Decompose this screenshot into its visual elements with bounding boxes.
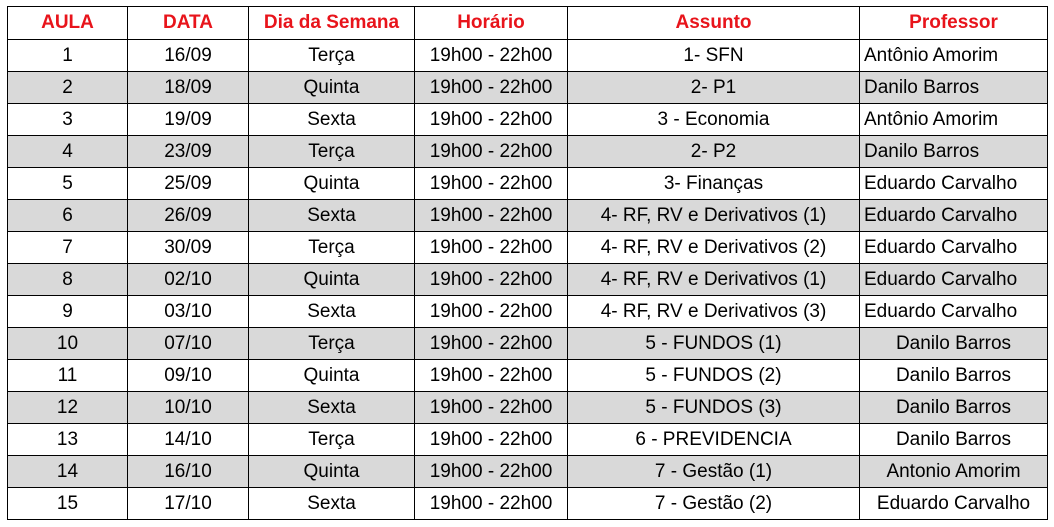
table-row <box>8 104 1048 136</box>
cell-aula: 14 <box>8 456 128 488</box>
table-row <box>8 200 1048 232</box>
cell-assunto: 3 - Economia <box>568 104 860 136</box>
cell-data: 07/10 <box>128 328 249 360</box>
cell-assunto: 3- Finanças <box>568 168 860 200</box>
cell-professor: Danilo Barros <box>860 136 1048 168</box>
cell-aula: 5 <box>8 168 128 200</box>
cell-professor: Danilo Barros <box>860 392 1048 424</box>
cell-horario: 19h00 - 22h00 <box>415 328 568 360</box>
cell-horario: 19h00 - 22h00 <box>415 200 568 232</box>
cell-data: 26/09 <box>128 200 249 232</box>
cell-dia-da-semana: Quinta <box>249 72 415 104</box>
cell-aula: 10 <box>8 328 128 360</box>
cell-data: 25/09 <box>128 168 249 200</box>
cell-dia-da-semana: Sexta <box>249 104 415 136</box>
table-row <box>8 424 1048 456</box>
cell-professor: Eduardo Carvalho <box>860 296 1048 328</box>
schedule-table <box>7 6 1048 520</box>
cell-professor: Danilo Barros <box>860 424 1048 456</box>
cell-assunto: 6 - PREVIDENCIA <box>568 424 860 456</box>
table-row <box>8 456 1048 488</box>
cell-assunto: 2- P1 <box>568 72 860 104</box>
cell-assunto: 4- RF, RV e Derivativos (1) <box>568 200 860 232</box>
cell-aula: 6 <box>8 200 128 232</box>
cell-professor: Danilo Barros <box>860 72 1048 104</box>
cell-data: 02/10 <box>128 264 249 296</box>
cell-horario: 19h00 - 22h00 <box>415 104 568 136</box>
header-professor: Professor <box>860 7 1048 40</box>
header-aula: AULA <box>8 7 128 40</box>
table-row <box>8 168 1048 200</box>
cell-data: 16/10 <box>128 456 249 488</box>
table-row <box>8 360 1048 392</box>
cell-professor: Eduardo Carvalho <box>860 232 1048 264</box>
cell-professor: Danilo Barros <box>860 360 1048 392</box>
cell-dia-da-semana: Terça <box>249 40 415 72</box>
cell-horario: 19h00 - 22h00 <box>415 360 568 392</box>
cell-dia-da-semana: Quinta <box>249 360 415 392</box>
cell-dia-da-semana: Terça <box>249 136 415 168</box>
table-row <box>8 136 1048 168</box>
cell-professor: Eduardo Carvalho <box>860 168 1048 200</box>
cell-aula: 12 <box>8 392 128 424</box>
cell-assunto: 4- RF, RV e Derivativos (3) <box>568 296 860 328</box>
cell-professor: Antônio Amorim <box>860 40 1048 72</box>
table-row <box>8 72 1048 104</box>
header-dia-da-semana: Dia da Semana <box>249 7 415 40</box>
cell-data: 03/10 <box>128 296 249 328</box>
cell-data: 19/09 <box>128 104 249 136</box>
table-row <box>8 264 1048 296</box>
cell-data: 14/10 <box>128 424 249 456</box>
cell-aula: 9 <box>8 296 128 328</box>
cell-aula: 3 <box>8 104 128 136</box>
cell-horario: 19h00 - 22h00 <box>415 424 568 456</box>
cell-professor: Eduardo Carvalho <box>860 488 1048 520</box>
cell-dia-da-semana: Terça <box>249 424 415 456</box>
cell-horario: 19h00 - 22h00 <box>415 392 568 424</box>
cell-data: 09/10 <box>128 360 249 392</box>
cell-dia-da-semana: Quinta <box>249 168 415 200</box>
cell-horario: 19h00 - 22h00 <box>415 40 568 72</box>
table-row <box>8 232 1048 264</box>
cell-assunto: 4- RF, RV e Derivativos (1) <box>568 264 860 296</box>
cell-aula: 7 <box>8 232 128 264</box>
cell-dia-da-semana: Sexta <box>249 296 415 328</box>
cell-horario: 19h00 - 22h00 <box>415 232 568 264</box>
cell-assunto: 4- RF, RV e Derivativos (2) <box>568 232 860 264</box>
cell-aula: 1 <box>8 40 128 72</box>
cell-professor: Danilo Barros <box>860 328 1048 360</box>
cell-data: 30/09 <box>128 232 249 264</box>
cell-aula: 13 <box>8 424 128 456</box>
cell-horario: 19h00 - 22h00 <box>415 296 568 328</box>
cell-horario: 19h00 - 22h00 <box>415 72 568 104</box>
cell-aula: 15 <box>8 488 128 520</box>
cell-assunto: 5 - FUNDOS (1) <box>568 328 860 360</box>
cell-aula: 11 <box>8 360 128 392</box>
cell-assunto: 1- SFN <box>568 40 860 72</box>
cell-dia-da-semana: Terça <box>249 328 415 360</box>
table-row <box>8 392 1048 424</box>
cell-dia-da-semana: Sexta <box>249 200 415 232</box>
cell-professor: Antonio Amorim <box>860 456 1048 488</box>
cell-data: 18/09 <box>128 72 249 104</box>
cell-horario: 19h00 - 22h00 <box>415 488 568 520</box>
header-assunto: Assunto <box>568 7 860 40</box>
cell-dia-da-semana: Quinta <box>249 456 415 488</box>
cell-dia-da-semana: Sexta <box>249 392 415 424</box>
header-row <box>8 7 1048 40</box>
cell-horario: 19h00 - 22h00 <box>415 136 568 168</box>
cell-professor: Eduardo Carvalho <box>860 200 1048 232</box>
cell-horario: 19h00 - 22h00 <box>415 456 568 488</box>
cell-aula: 4 <box>8 136 128 168</box>
cell-assunto: 5 - FUNDOS (2) <box>568 360 860 392</box>
header-horario: Horário <box>415 7 568 40</box>
cell-data: 17/10 <box>128 488 249 520</box>
cell-dia-da-semana: Quinta <box>249 264 415 296</box>
cell-dia-da-semana: Terça <box>249 232 415 264</box>
cell-data: 16/09 <box>128 40 249 72</box>
table-row <box>8 328 1048 360</box>
table-row <box>8 488 1048 520</box>
cell-horario: 19h00 - 22h00 <box>415 168 568 200</box>
cell-assunto: 2- P2 <box>568 136 860 168</box>
cell-data: 10/10 <box>128 392 249 424</box>
cell-dia-da-semana: Sexta <box>249 488 415 520</box>
cell-aula: 2 <box>8 72 128 104</box>
cell-professor: Eduardo Carvalho <box>860 264 1048 296</box>
cell-data: 23/09 <box>128 136 249 168</box>
cell-assunto: 7 - Gestão (1) <box>568 456 860 488</box>
cell-horario: 19h00 - 22h00 <box>415 264 568 296</box>
cell-professor: Antônio Amorim <box>860 104 1048 136</box>
cell-assunto: 5 - FUNDOS (3) <box>568 392 860 424</box>
header-data: DATA <box>128 7 249 40</box>
cell-aula: 8 <box>8 264 128 296</box>
table-row <box>8 296 1048 328</box>
cell-assunto: 7 - Gestão (2) <box>568 488 860 520</box>
table-row <box>8 40 1048 72</box>
